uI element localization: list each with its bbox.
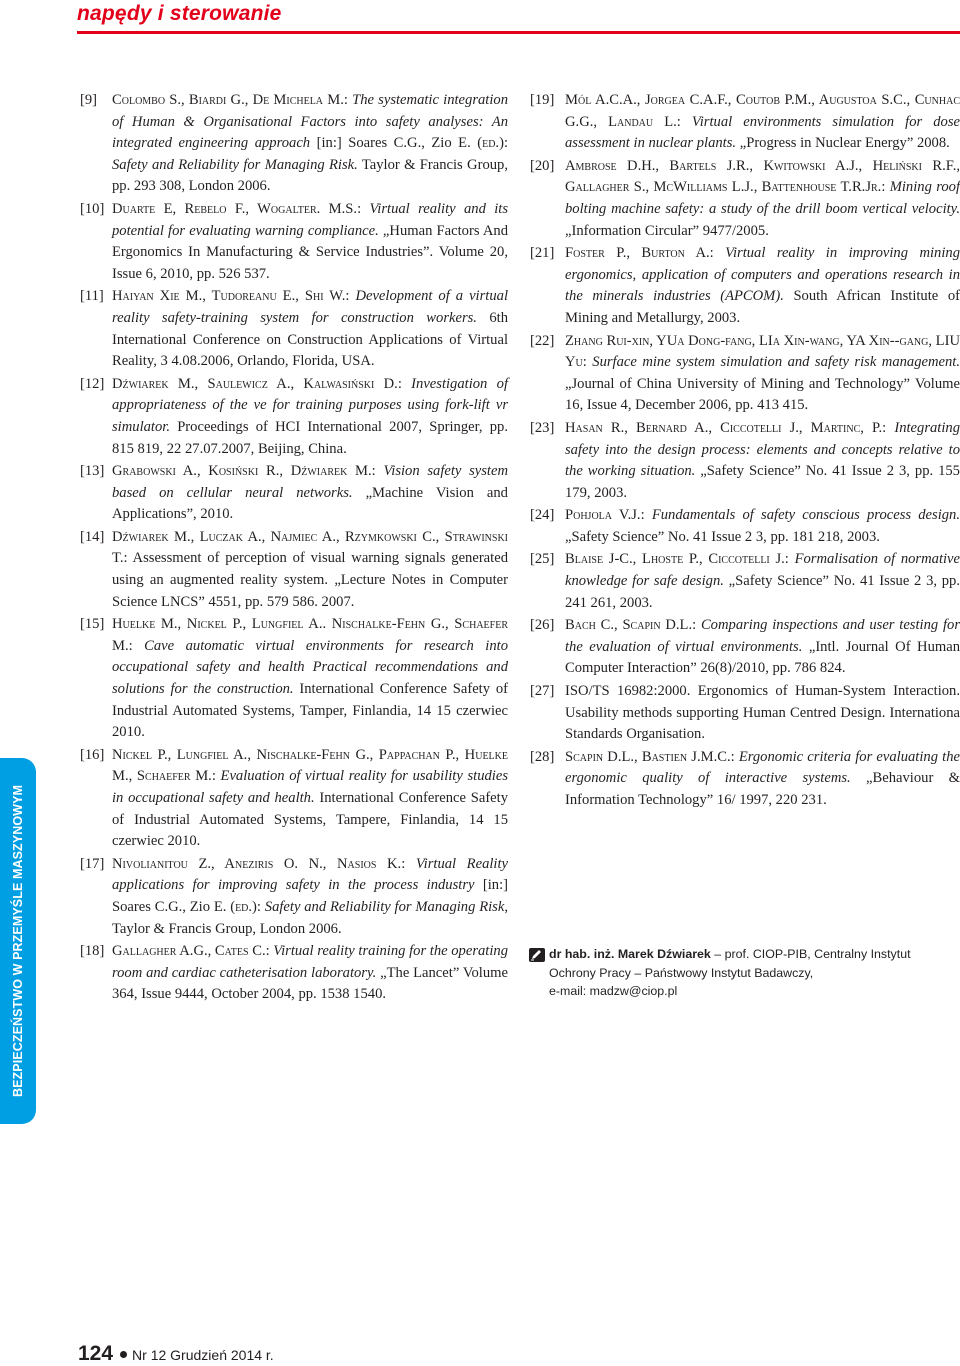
reference-text: [in:] Soares C.G., Zio E. ( xyxy=(112,877,509,915)
reference-title: Formalisation of normative knowledge for safe design. xyxy=(565,551,960,590)
reference-text: „Information Circular” 9477/2005. xyxy=(565,222,769,239)
reference-text: ): xyxy=(252,898,265,915)
reference-authors: Duarte E, Rebelo F., Wogalter. M.S. xyxy=(112,200,358,217)
reference-authors: Nickel P., Lungfiel A., Nischalke-Fehn G., Pappachan P., Huelke M., Schaefer M. xyxy=(112,746,508,785)
reference-text: : xyxy=(343,92,353,108)
reference-title: The systematic integration of Human & Organisational Factors into safety analyses: An integrated engineering approach xyxy=(112,92,509,152)
reference-text: „Journal of China University of Mining and Technology” Volume 16, Issue 4, December 2006, pp. 413 415. xyxy=(565,375,960,414)
reference-title: Safety and Reliability for Managing Risk xyxy=(264,898,505,915)
issue-info: Nr 12 Grudzień 2014 r. xyxy=(132,1347,274,1363)
reference-authors: Scapin D.L., Bastien J.M.C. xyxy=(565,748,731,765)
reference-item xyxy=(80,854,508,940)
reference-text: : xyxy=(211,768,221,785)
references-right-column xyxy=(530,90,960,813)
reference-item xyxy=(80,374,508,460)
reference-item xyxy=(530,615,960,680)
reference-text: : xyxy=(357,200,370,217)
reference-authors: Pohjola V.J. xyxy=(565,507,641,524)
reference-title: Fundamentals of safety conscious process design. xyxy=(651,507,960,524)
reference-item xyxy=(80,199,508,285)
reference-authors: Mól A.C.A., Jorgea C.A.F., Coutob P.M., Augustoa S.C., Cunhac G.G., Landau L. xyxy=(565,92,960,130)
reference-title: Comparing inspections and user testing for the evaluation of virtual environments. xyxy=(565,617,960,655)
reference-item xyxy=(530,681,960,746)
reference-text: : xyxy=(881,179,890,196)
reference-authors: Haiyan Xie M., Tudoreanu E., Shi W. xyxy=(112,288,346,305)
reference-number: [22] xyxy=(530,332,555,349)
reference-number: [16] xyxy=(80,746,105,763)
reference-text: „Behaviour & Information Technology” 16/ 1997, 220 231. xyxy=(565,770,960,808)
page-number: 124 xyxy=(78,1342,114,1365)
reference-number: [26] xyxy=(530,617,555,634)
reference-item xyxy=(80,461,508,526)
reference-title: Investigation of appropriateness of the ve for training purposes using fork-lift vr simulator. xyxy=(112,375,508,435)
reference-number: [20] xyxy=(530,157,555,174)
reference-number: [11] xyxy=(80,288,104,305)
reference-text: : xyxy=(128,637,145,654)
reference-title: Integrating safety into the design process: elements and concepts relative to the working situation. xyxy=(565,419,960,480)
reference-number: [14] xyxy=(80,528,105,545)
reference-text: „Progress in Nuclear Energy” 2008. xyxy=(736,135,950,152)
reference-item xyxy=(530,331,960,417)
reference-number: [15] xyxy=(80,616,105,633)
reference-title: Surface mine system simulation and safety risk management. xyxy=(592,354,960,371)
reference-item xyxy=(80,745,508,853)
reference-text: : xyxy=(582,354,593,371)
header-rule xyxy=(77,31,960,34)
reference-text: : xyxy=(692,617,701,634)
reference-authors: Zhang Rui-xin, YUa Dong-fang, LIa Xin-wang, YA Xin--gang, LIU Yu xyxy=(565,332,960,371)
reference-text: ): xyxy=(499,135,508,152)
reference-title: Safety and Reliability for Managing Risk. xyxy=(112,156,358,173)
reference-title: Ergonomic criteria for evaluating the ergonomic quality of interactive systems. xyxy=(565,748,960,787)
reference-text: : xyxy=(640,507,652,524)
reference-text: 6th International Conference on Construction Applications of Virtual Reality, 3 4.08.2006, Orlando, Florida, USA. xyxy=(112,309,508,370)
author-email: e-mail: madzw@ciop.pl xyxy=(549,984,678,998)
reference-text: „Safety Science” No. 41 Issue 2 3, pp. 155 179, 2003. xyxy=(565,463,960,501)
reference-item xyxy=(530,418,960,504)
reference-item xyxy=(80,527,508,613)
reference-title: Virtual reality and its potential for evaluating warning compliance. xyxy=(112,200,509,239)
reference-text: , Taylor & Francis Group, London 2006. xyxy=(112,898,508,937)
reference-number: [9] xyxy=(80,92,98,108)
reference-text: : xyxy=(709,245,726,262)
reference-text: ISO/TS 16982:2000. Ergonomics of Human-System Interaction. Usability methods supporting Human Centred Design. Internationa Standards Organisation. xyxy=(565,683,960,743)
sidebar-label: BEZPIECZEŃSTWO W PRZEMYŚLE MASZYNOWYM xyxy=(11,784,25,1098)
reference-text: : xyxy=(397,375,412,392)
reference-text: International Conference Safety of Industrial Automated Systems, Tampere, Finlandia, 14 15 czerwiec 2010. xyxy=(112,790,509,850)
reference-title: Mining roof bolting machine safety: a study of the drill boom vertical velocity. xyxy=(565,179,960,217)
reference-number: [10] xyxy=(80,200,105,217)
reference-text: Proceedings of HCI International 2007, Springer, pp. 815 819, 22 27.07.2007, Beijing, China. xyxy=(112,418,508,457)
reference-title: Development of a virtual reality safety-training system for construction workers. xyxy=(112,288,508,326)
reference-title: Evaluation of virtual reality for usability studies in occupational safety and health. xyxy=(112,768,509,806)
reference-item xyxy=(530,505,960,548)
reference-number: [21] xyxy=(530,245,555,262)
reference-text: : xyxy=(784,551,795,568)
reference-authors: Nivolianitou Z., Aneziris O. N., Nasios K. xyxy=(112,855,402,872)
reference-text: : xyxy=(371,463,384,480)
reference-text: : xyxy=(676,113,692,130)
reference-number: [28] xyxy=(530,748,555,765)
bullet-dot-icon xyxy=(120,1351,127,1358)
reference-title: Virtual Reality applications for improving safety in the process industry xyxy=(112,855,509,894)
reference-number: [17] xyxy=(80,855,105,872)
page-footer xyxy=(78,1342,274,1366)
reference-authors: Ambrose D.H., Bartels J.R., Kwitowski A.J., Heliński R.F., Gallagher S., McWilliams L.J., Battenhouse T.R.Jr. xyxy=(565,157,960,196)
reference-number: [24] xyxy=(530,507,555,524)
reference-number: [27] xyxy=(530,683,555,700)
author-name: dr hab. inż. Marek Dźwiarek xyxy=(549,947,711,961)
reference-number: [18] xyxy=(80,943,105,960)
reference-item xyxy=(530,243,960,329)
reference-authors: Gallagher A.G., Cates C. xyxy=(112,943,266,960)
reference-text: South African Institute of Mining and Metallurgy, 2003. xyxy=(565,288,960,326)
reference-authors: Dźwiarek M., Saulewicz A., Kalwasiński D. xyxy=(112,375,398,392)
reference-number: [12] xyxy=(80,375,105,392)
reference-text: „The Lancet” Volume 364, Issue 9444, October 2004, pp. 1538 1540. xyxy=(112,964,508,1003)
reference-text: : Assessment of perception of visual warning signals generated using an augmented reality system. „Lecture Notes in Computer Science LNCS” 4551, pp. 579 586. 2007. xyxy=(112,550,508,610)
reference-item xyxy=(530,90,960,155)
reference-title: Cave automatic virtual environments for research into occupational safety and health Practical recommendations and solutions for the construction. xyxy=(112,637,509,698)
author-line-2: Ochrony Pracy – Państwowy Instytut Badawczy, xyxy=(549,965,814,980)
reference-number: [19] xyxy=(530,92,555,108)
reference-text: „Safety Science” No. 41 Issue 2 3, pp. 181 218, 2003. xyxy=(565,528,880,545)
reference-title: Vision safety system based on cellular neural networks. xyxy=(112,463,508,501)
reference-authors: Dźwiarek M., Luczak A., Najmiec A., Rzymkowski C., Strawinski T. xyxy=(112,528,508,567)
section-header: napędy i sterowanie xyxy=(77,2,282,25)
reference-number: [25] xyxy=(530,551,555,568)
reference-text: : xyxy=(345,288,356,305)
reference-title: Virtual environments simulation for dose assessment in nuclear plants. xyxy=(565,113,960,152)
author-affiliation: – prof. CIOP-PIB, Centralny Instytut xyxy=(710,947,911,961)
reference-authors: Grabowski A., Kosiński R., Dźwiarek M. xyxy=(112,463,372,480)
reference-authors: ed. xyxy=(482,135,500,152)
reference-item xyxy=(80,90,508,198)
reference-authors: Bach C., Scapin D.L. xyxy=(565,617,693,634)
reference-text: : xyxy=(265,943,274,960)
reference-text: „Safety Science” No. 41 Issue 2 3, pp. 241 261, 2003. xyxy=(565,573,960,611)
reference-title: Virtual reality training for the operating room and cardiac catheterisation laboratory. xyxy=(112,943,509,981)
reference-text: : xyxy=(401,855,416,872)
reference-text: „Human Factors And Ergonomics In Manufacturing & Service Industries”. Volume 20, Issue 6, 2010, pp. 526 537. xyxy=(112,222,508,282)
references-left-column xyxy=(80,90,508,1007)
author-line-1 xyxy=(549,945,960,964)
reference-text: : xyxy=(730,748,739,765)
reference-item xyxy=(530,747,960,812)
reference-item xyxy=(530,156,960,242)
reference-authors: Hasan R., Bernard A., Ciccotelli J., Martinc, P. xyxy=(565,419,883,436)
author-note xyxy=(529,945,960,1001)
reference-text: [in:] Soares C.G., Zio E. ( xyxy=(310,135,483,152)
reference-text: : xyxy=(882,419,895,436)
reference-authors: Blaise J-C., Lhoste P., Ciccotelli J. xyxy=(565,551,785,568)
pen-icon xyxy=(529,948,545,962)
reference-item xyxy=(80,286,508,372)
reference-text: Taylor & Francis Group, pp. 293 308, London 2006. xyxy=(112,156,508,195)
reference-item xyxy=(80,614,508,744)
reference-text: International Conference Safety of Industrial Automated Systems, Tamper, Finlandia, 14 15 czerwiec 2010. xyxy=(112,681,508,741)
reference-authors: Huelke M., Nickel P., Lungfiel A.. Nischalke-Fehn G., Schaefer M. xyxy=(112,616,508,654)
reference-authors: Colombo S., Biardi G., De Michela M. xyxy=(112,92,344,108)
reference-item xyxy=(530,549,960,614)
reference-item xyxy=(80,941,508,1006)
reference-title: Virtual reality in improving mining ergonomics, application of computers and operations research in the minerals industries (APCOM). xyxy=(565,245,960,305)
reference-number: [13] xyxy=(80,463,105,480)
reference-authors: ed. xyxy=(235,898,253,915)
reference-text: „Intl. Journal Of Human Computer Interaction” 26(8)/2010, pp. 786 824. xyxy=(565,638,960,677)
reference-text: „Machine Vision and Applications”, 2010. xyxy=(112,484,508,523)
reference-authors: Foster P., Burton A. xyxy=(565,245,710,262)
reference-number: [23] xyxy=(530,419,555,436)
